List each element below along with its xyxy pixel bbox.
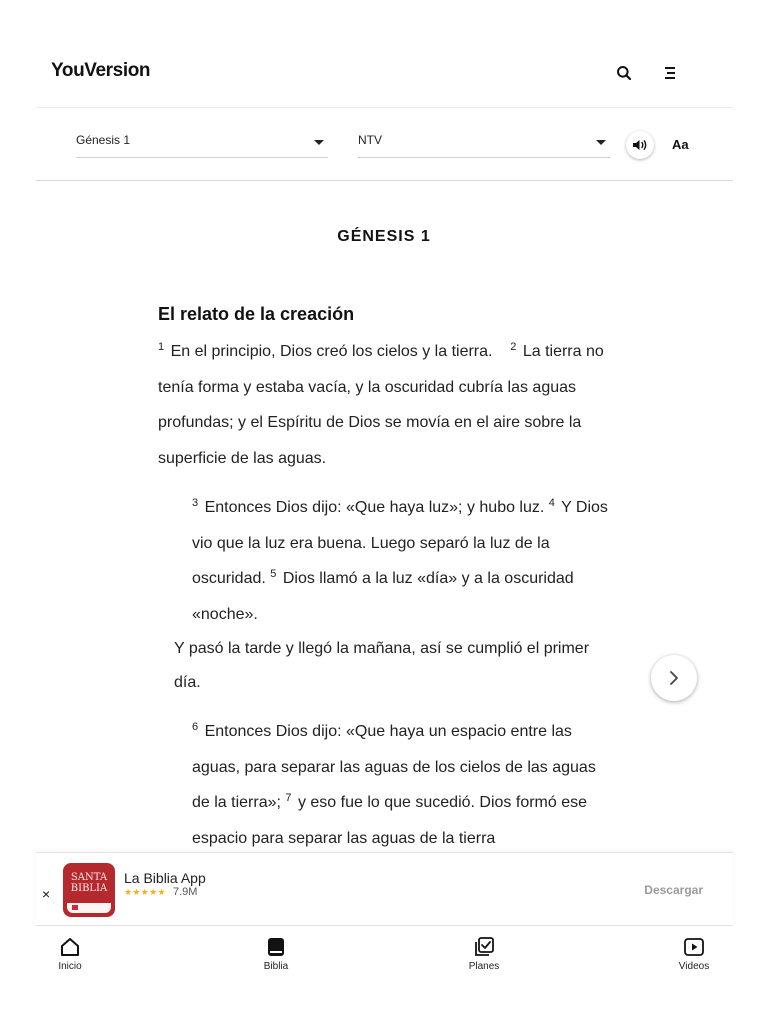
verse-text[interactable]: Entonces Dios dijo: «Que haya un espacio entre las aguas, para separar las aguas de los cielos de las aguas de la tierra»; [192,723,596,811]
paragraph-4 [158,714,618,856]
app-icon-line-1: SANTA [70,872,108,883]
close-banner-button[interactable]: × [42,886,51,902]
verse-number: 4 [548,496,555,509]
verse-text[interactable]: En el principio, Dios creó los cielos y la tierra. [166,343,493,360]
verse-text[interactable]: Dios llamó a la luz «día» y a la oscuridad «noche». [192,570,574,623]
app-header [36,0,733,108]
download-button[interactable]: Descargar [644,883,703,897]
search-icon [616,65,632,81]
book-chapter-dropdown[interactable] [76,130,328,158]
paragraph-1 [158,334,618,476]
home-icon [59,936,81,958]
nav-item-bible[interactable] [246,936,306,972]
verse-number: 2 [510,340,517,353]
rating-count: 7.9M [173,886,198,898]
verse-number: 1 [158,340,165,353]
nav-label-bible: Biblia [263,961,289,972]
verse-text[interactable]: Entonces Dios dijo: «Que haya luz»; y hubo luz. [200,499,545,516]
app-download-banner [36,852,733,926]
menu-icon [664,65,676,81]
nav-item-videos[interactable] [664,936,724,972]
nav-label-videos: Videos [678,961,710,972]
verse-text[interactable]: Y Dios vio que la luz era buena. Luego separó la luz de la oscuridad. [192,499,608,587]
verse-number: 7 [285,791,292,804]
play-video-icon [683,936,705,958]
app-icon-text [63,872,115,894]
paragraph-2 [158,490,618,632]
verse-number: 5 [270,567,277,580]
bottom-navigation [36,928,733,988]
reader-toolbar [36,108,733,181]
verse-text[interactable]: La tierra no tenía forma y estaba vacía, y la oscuridad cubría las aguas profundas; y el Espíritu de Dios se movía en el aire sobre la superficie de las aguas. [158,343,604,467]
santa-biblia-app-icon [63,863,115,917]
app-icon-line-2: BIBLIA [70,883,108,894]
verse-text[interactable]: y eso fue lo que sucedió. Dios formó ese espacio para separar las aguas de la tierra [192,794,588,847]
bookmark-ribbon [72,905,78,910]
app-name: La Biblia App [124,870,206,886]
text-size-button[interactable]: Aa [672,137,689,152]
chevron-right-icon [668,670,680,686]
plans-icon [473,936,495,958]
version-dropdown[interactable] [358,130,610,158]
caret-down-icon [314,140,324,145]
speaker-icon [632,138,648,152]
caret-down-icon [596,140,606,145]
chapter-content [158,300,618,856]
audio-button[interactable] [626,131,654,159]
verse-number: 6 [192,720,199,733]
verse-number: 3 [192,496,199,509]
youversion-logo[interactable]: YouVersion [51,60,151,81]
section-heading: El relato de la creación [158,304,355,324]
search-button[interactable] [610,60,638,86]
nav-label-plans: Planes [468,961,500,972]
verse-text[interactable]: Y pasó la tarde y llegó la mañana, así se cumplió el primer día. [174,640,590,691]
star-rating-icon: ★★★★★ [124,887,166,897]
nav-label-home: Inicio [58,961,82,972]
paragraph-3 [158,632,618,700]
book-chapter-label: Génesis 1 [76,133,131,147]
nav-item-home[interactable] [40,936,100,972]
nav-item-plans[interactable] [454,936,514,972]
menu-button[interactable] [656,60,684,86]
version-label: NTV [358,133,382,147]
chapter-title: GÉNESIS 1 [337,228,431,245]
bible-icon [265,936,287,958]
next-chapter-button[interactable] [651,655,697,701]
